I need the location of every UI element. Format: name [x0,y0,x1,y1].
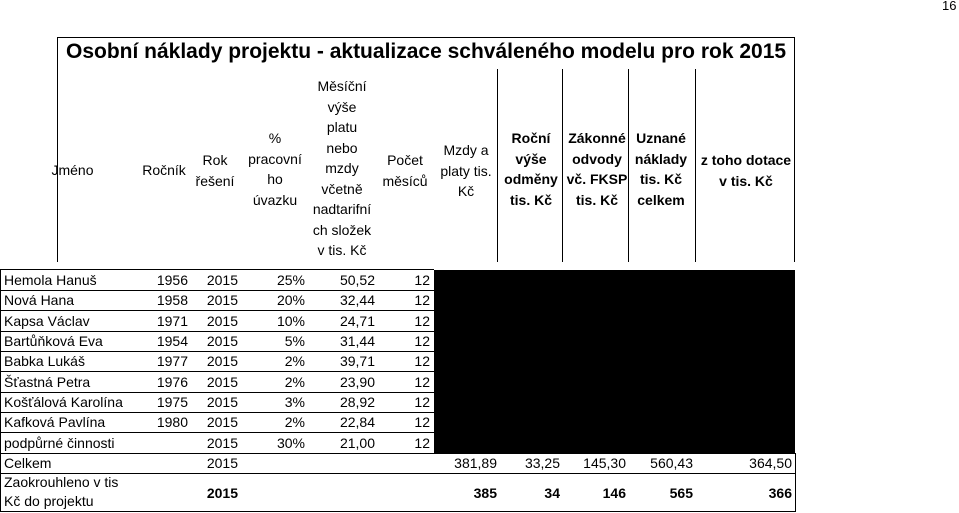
row-name: Kapsa Václav [4,313,90,329]
row-name: Bartůňková Eva [4,333,103,349]
row-name: Košťálová Karolína [4,394,123,410]
total-rok: 2015 [206,455,238,471]
row-rocnik: 1977 [156,353,188,369]
row-rok: 2015 [206,374,238,390]
row-uvazek: 30% [276,435,305,451]
row-uvazek: 3% [284,394,305,410]
row-rok: 2015 [206,292,238,308]
rounded-label-line2: Kč do projektu [4,493,94,509]
row-rocnik: 1971 [156,313,188,329]
total-uznane: 560,43 [650,455,693,471]
row-rocnik: 1956 [156,272,188,288]
row-name: Šťastná Petra [4,374,91,390]
rounded-mzdy: 385 [473,485,497,501]
page-number: 16 [942,0,957,13]
row-name: Hemola Hanuš [4,272,97,288]
row-pocet: 12 [414,353,430,369]
row-uvazek: 20% [276,292,305,308]
row-mesicni: 22,84 [339,414,375,430]
row-pocet: 12 [414,292,430,308]
header-mesicni: Měsíční výše platu nebo mzdy včetně nadtarifní ch složek v tis. Kč [312,78,372,258]
row-rocnik: 1975 [156,394,188,410]
row-mesicni: 28,92 [339,394,375,410]
header-pocet: Počet měsíců [382,152,428,189]
row-rok: 2015 [206,333,238,349]
row-rok: 2015 [206,414,238,430]
row-pocet: 12 [414,374,430,390]
page-title: Osobní náklady projektu - aktualizace schváleného modelu pro rok 2015 [66,40,787,63]
row-name: Babka Lukáš [4,353,85,369]
rounded-dotace: 366 [768,485,792,501]
rounded-uznane: 565 [669,485,693,501]
row-uvazek: 5% [284,333,305,349]
row-rocnik: 1976 [156,374,188,390]
total-odmeny: 33,25 [524,455,560,471]
row-pocet: 12 [414,394,430,410]
row-rok: 2015 [206,313,238,329]
row-rocnik: 1958 [156,292,188,308]
row-name: podpůrné činnosti [4,435,115,451]
row-uvazek: 25% [276,272,305,288]
row-pocet: 12 [414,313,430,329]
row-rok: 2015 [206,353,238,369]
row-mesicni: 32,44 [339,292,375,308]
header-uvazek: % pracovní ho úvazku [248,130,302,208]
row-pocet: 12 [414,435,430,451]
redacted-block [434,270,795,454]
row-mesicni: 50,52 [339,272,375,288]
rounded-odmeny: 34 [544,485,560,501]
row-rocnik: 1954 [156,333,188,349]
header-odvody: Zákonné odvody vč. FKSP tis. Kč [566,130,628,208]
total-label: Celkem [4,455,52,471]
col-line [795,453,796,512]
row-name: Nová Hana [4,292,75,308]
row-line [0,511,795,512]
row-line [0,473,795,474]
row-mesicni: 39,71 [339,353,375,369]
row-uvazek: 2% [284,374,305,390]
header-separator [562,69,563,262]
row-rocnik: 1980 [156,414,188,430]
header-separator [497,69,498,262]
row-mesicni: 23,90 [339,374,375,390]
header-odmeny: Roční výše odměny tis. Kč [504,130,558,208]
header-separator [628,69,629,262]
header-uznane: Uznané náklady tis. Kč celkem [634,130,688,208]
header-jmeno: Jméno [51,162,94,178]
row-rok: 2015 [206,435,238,451]
row-mesicni: 24,71 [339,313,375,329]
row-pocet: 12 [414,333,430,349]
row-mesicni: 21,00 [339,435,375,451]
row-rok: 2015 [206,394,238,410]
header-mzdy: Mzdy a platy tis. Kč [440,142,492,199]
col-line [0,269,1,512]
rounded-rok: 2015 [206,485,238,501]
row-pocet: 12 [414,272,430,288]
rounded-label-line1: Zaokrouhleno v tis [4,474,119,490]
total-mzdy: 381,89 [454,455,497,471]
total-odvody: 145,30 [583,455,626,471]
header-rocnik: Ročník [142,162,186,178]
row-pocet: 12 [414,414,430,430]
row-rok: 2015 [206,272,238,288]
row-name: Kafková Pavlína [4,414,106,430]
row-uvazek: 2% [284,414,305,430]
total-dotace: 364,50 [749,455,792,471]
header-separator [695,69,696,262]
row-mesicni: 31,44 [339,333,375,349]
header-dotace: z toho dotace v tis. Kč [700,152,792,189]
row-uvazek: 2% [284,353,305,369]
row-uvazek: 10% [276,313,305,329]
rounded-odvody: 146 [602,485,626,501]
header-rok-reseni: Rok řešení [195,152,235,189]
